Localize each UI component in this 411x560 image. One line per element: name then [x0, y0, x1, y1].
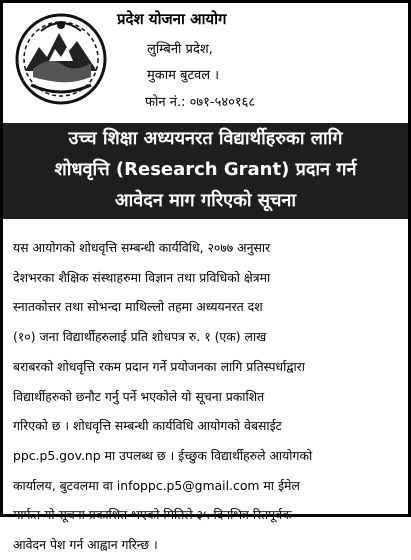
body-line: यस आयोगको शोधवृत्ति सम्बन्धी कार्यविधि, २०७७ अनुसार	[13, 240, 271, 255]
province-name: लुम्बिनी प्रदेश,	[147, 42, 213, 57]
body-line: गरिएको छ । शोधवृत्ति सम्बन्धी कार्यविधि आयोगको वेबसाईट	[13, 418, 282, 434]
office-location: मुकाम बुटवल ।	[147, 68, 220, 83]
body-line: देशभरका शैक्षिक संस्थाहरुमा विज्ञान तथा प्रविधिको क्षेत्रमा	[13, 269, 271, 285]
nepal-emblem-icon	[11, 11, 111, 107]
body-line: आवेदन पेश गर्न आह्वान गरिन्छ ।	[13, 537, 158, 553]
notice-header	[3, 3, 408, 121]
body-line: ppc.p5.gov.np मा उपलब्ध छ । ईच्छुक विद्यार्थीहरुले आयोगको	[13, 447, 313, 463]
title-line-2: शोधवृत्ति (Research Grant) प्रदान गर्न	[54, 159, 357, 180]
notice-body	[13, 233, 401, 560]
body-line: (१०) जना विद्यार्थीहरुलाई प्रति शोधपत्र रु. १ (एक) लाख	[13, 329, 267, 345]
organization-name: प्रदेश योजना आयोग	[117, 10, 227, 28]
phone-number: फोन नं.: ०७१-५४०१६८	[145, 95, 256, 110]
body-line: कार्यालय, बुटवलमा वा infoppc.p5@gmail.com मा ईमेल	[13, 477, 300, 493]
body-line: विद्यार्थीहरुको छनौट गर्नु पर्ने भएकोले यो सूचना प्रकाशित	[13, 388, 265, 404]
notice-title-banner	[3, 123, 408, 219]
title-line-3: आवेदन माग गरिएको सूचना	[114, 190, 297, 211]
body-line: मार्फत यो सूचना प्रकाशित भएको मितिले ३५ दिनभित्र रितपूर्वक	[13, 507, 292, 523]
body-line: बराबरको शोधवृत्ति रकम प्रदान गर्ने प्रयोजनका लागि प्रतिस्पर्धाद्वारा	[13, 358, 305, 374]
body-line: स्नातकोत्तर तथा सोभन्दा माथिल्लो तहमा अध्ययनरत दश	[13, 299, 263, 315]
title-line-1: उच्च शिक्षा अध्ययनरत विद्यार्थीहरुका लागि	[68, 128, 343, 149]
